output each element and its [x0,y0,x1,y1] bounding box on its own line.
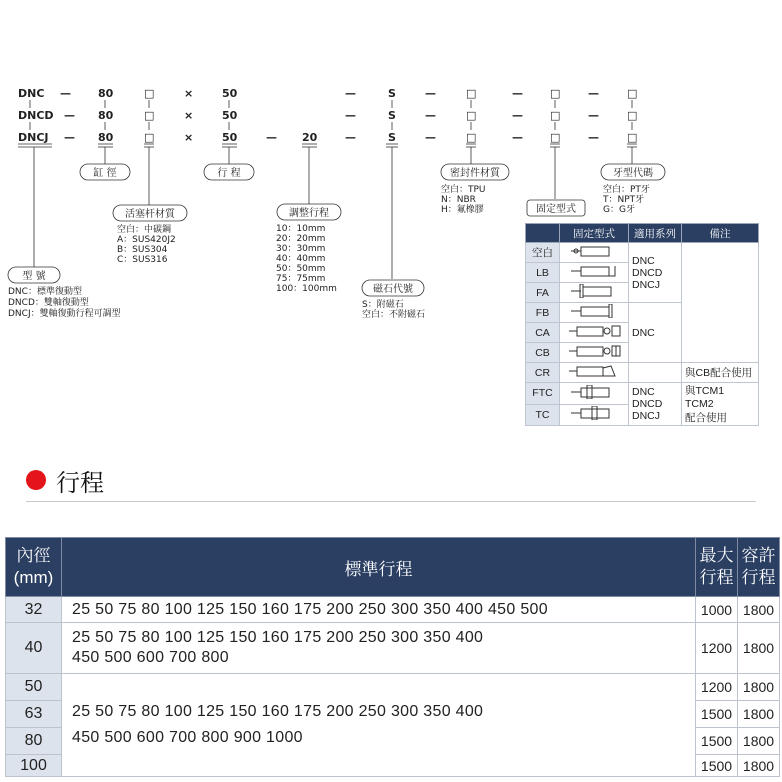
standard-strokes-group [62,674,696,777]
max-stroke: 1200 [696,623,738,674]
rod-option: 空白：中碳鋼 [117,225,172,235]
code-dash: — [425,131,436,144]
max-stroke: 1200 [696,674,738,701]
mount-series-group2: DNC [629,303,682,363]
table-row [6,623,780,674]
cylinder-fa-icon [560,283,629,303]
label-mount: 固定型式 [536,204,576,215]
code-magnet: S [388,109,396,122]
strokes-line: 450 500 600 700 800 [72,649,229,666]
rod-option: A：SUS420J2 [117,235,176,245]
thread-option: G：G牙 [603,205,635,215]
thread-option: T：NPT牙 [603,195,645,205]
mount-note-cr: 與CB配合使用 [682,363,759,383]
series-name: DNCD [632,266,663,279]
code-rod-box: □ [144,87,155,100]
code-dash: — [588,131,599,144]
code-bore: 80 [98,131,114,144]
code-dash: — [266,131,277,144]
allow-stroke: 1800 [738,755,780,777]
series-name: DNCJ [632,410,660,422]
stroke-table [5,537,780,777]
allow-stroke: 1800 [738,674,780,701]
seal-option: N：NBR [441,195,476,205]
cylinder-ftc-icon [560,383,629,405]
adjust-option: 20：20mm [276,234,326,244]
code-dash: — [588,87,599,100]
code-dash: — [588,109,599,122]
mount-note-ftc [682,383,759,426]
seal-option: H：氟橡膠 [441,205,484,215]
cylinder-fb-icon [560,303,629,323]
label-magnet: 磁石代號 [373,284,413,295]
code-dash: — [512,87,523,100]
thread-option: 空白：PT牙 [603,185,650,195]
allow-stroke: 1800 [738,728,780,755]
code-series: DNCD [18,109,54,122]
note-line: 配合使用 [685,412,727,424]
series-name: DNCD [632,398,663,410]
code-mount-box: □ [550,109,561,122]
code-thread-box: □ [627,109,638,122]
section-divider [26,501,756,502]
allow-stroke: 1800 [738,623,780,674]
mount-header-type: 固定型式 [560,224,629,243]
section-title: 行程 [56,468,104,497]
mount-code: FB [526,303,560,323]
bore-header-text: 內徑 (mm) [13,546,54,587]
stroke-header-allow [738,538,780,597]
mount-code: FTC [526,383,560,405]
code-dash: — [60,87,71,100]
seal-option: 空白：TPU [441,185,486,195]
adjust-option: 30：30mm [276,244,326,254]
bore-value: 40 [6,623,62,674]
mount-note-empty [682,243,759,363]
label-rod: 活塞杆材質 [125,209,175,220]
table-row [6,674,780,701]
code-dash: — [64,109,75,122]
code-seal-box: □ [466,87,477,100]
bore-value: 63 [6,701,62,728]
code-seal-box: □ [466,131,477,144]
bore-value: 32 [6,597,62,623]
bore-value: 50 [6,674,62,701]
code-mount-box: □ [550,131,561,144]
code-stroke: 50 [222,87,238,100]
cylinder-ca-icon [560,323,629,343]
table-row [6,597,780,623]
label-model: 型 號 [22,271,46,282]
model-option: DNCJ：雙軸復動行程可調型 [8,309,121,319]
code-series: DNC [18,87,45,100]
max-stroke: 1500 [696,701,738,728]
model-row-dncd [18,109,637,122]
cylinder-basic-icon [560,243,629,263]
allow-stroke: 1800 [738,701,780,728]
code-adjust: 20 [302,131,318,144]
code-seal-box: □ [466,109,477,122]
model-option: DNC：標準復動型 [8,287,82,297]
allow-header-text: 容許 行程 [741,546,776,587]
model-row-dnc [18,87,637,100]
mount-header-note: 備注 [682,224,759,243]
standard-strokes: 25 50 75 80 100 125 150 160 175 200 250 300 350 400 450 500 [62,597,696,623]
mount-code: CR [526,363,560,383]
adjust-option: 10：10mm [276,224,326,234]
label-bore: 缸 徑 [93,168,117,179]
mount-code: CA [526,323,560,343]
code-dash: — [345,87,356,100]
strokes-line: 25 50 75 80 100 125 150 160 175 200 250 300 350 400 [72,629,484,646]
code-dash: — [512,131,523,144]
adjust-option: 75：75mm [276,274,326,284]
series-name: DNCJ [632,278,660,291]
label-adjust: 調整行程 [289,208,329,219]
model-row-dncj [18,131,637,144]
code-dash: — [345,109,356,122]
label-stroke: 行 程 [217,168,241,179]
allow-stroke: 1800 [738,597,780,623]
mount-code: TC [526,404,560,426]
adjust-option: 40：40mm [276,254,326,264]
mount-series-group1 [629,243,682,303]
section-header [26,463,104,497]
mount-code: 空白 [526,243,560,263]
stroke-header-standard: 標準行程 [62,538,696,597]
code-dash: — [512,109,523,122]
note-line: 與TCM1 [685,385,725,397]
code-magnet: S [388,131,396,144]
bore-value: 100 [6,755,62,777]
mount-code: LB [526,263,560,283]
code-dash: — [345,131,356,144]
code-magnet: S [388,87,396,100]
cylinder-lb-icon [560,263,629,283]
code-times: × [184,109,194,122]
red-dot-icon [26,470,46,490]
code-series: DNCJ [18,131,49,144]
code-thread-box: □ [627,87,638,100]
max-stroke: 1500 [696,728,738,755]
cylinder-tc-icon [560,404,629,426]
mount-header-blank [526,224,560,243]
code-dash: — [425,87,436,100]
stroke-header-max [696,538,738,597]
code-bore: 80 [98,109,114,122]
cylinder-cr-icon [560,363,629,383]
mount-code: FA [526,283,560,303]
max-header-text: 最大 行程 [699,546,734,587]
magnet-option: 空白：不附磁石 [362,310,426,320]
label-seal: 密封件材質 [450,168,500,179]
mount-series-empty [629,363,682,383]
code-rod-box: □ [144,109,155,122]
note-line: TCM2 [685,398,714,410]
code-stroke: 50 [222,131,238,144]
cylinder-cb-icon [560,343,629,363]
mount-series-group3 [629,383,682,426]
code-rod-box: □ [144,131,155,144]
strokes-line: 25 50 75 80 100 125 150 160 175 200 250 300 350 400 [72,703,484,720]
mount-header-series: 適用系列 [629,224,682,243]
rod-option: B：SUS304 [117,245,168,255]
rod-option: C：SUS316 [117,255,168,265]
code-bore: 80 [98,87,114,100]
standard-strokes [62,623,696,674]
max-stroke: 1500 [696,755,738,777]
code-times: × [184,87,194,100]
model-option: DNCD：雙軸復動型 [8,298,89,308]
code-thread-box: □ [627,131,638,144]
strokes-line: 450 500 600 700 800 900 1000 [72,729,303,746]
bore-value: 80 [6,728,62,755]
label-thread: 牙型代碼 [613,168,653,179]
stroke-header-bore [6,538,62,597]
mount-code: CB [526,343,560,363]
series-name: DNC [632,386,655,398]
adjust-option: 50：50mm [276,264,326,274]
adjust-option: 100：100mm [276,284,337,294]
max-stroke: 1000 [696,597,738,623]
code-dash: — [64,131,75,144]
code-dash: — [425,109,436,122]
mount-type-table [525,223,759,426]
code-mount-box: □ [550,87,561,100]
series-name: DNC [632,254,655,267]
code-times: × [184,131,194,144]
magnet-option: S：附磁石 [362,300,404,310]
code-stroke: 50 [222,109,238,122]
